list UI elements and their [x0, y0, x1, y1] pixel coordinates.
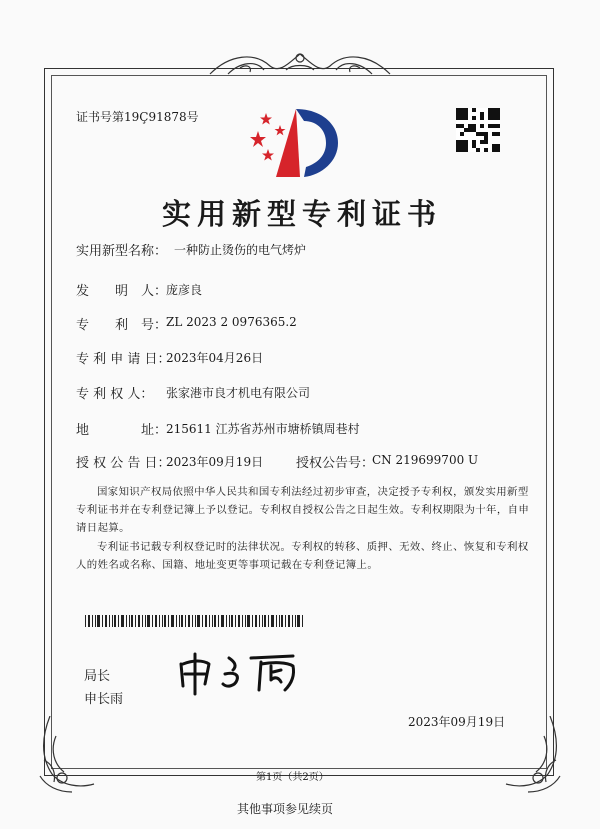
handwritten-signature: [175, 650, 310, 696]
filing-date-value: 2023年04月26日: [166, 351, 264, 365]
address-value: 215611 江苏省苏州市塘桥镇周巷村: [166, 422, 360, 436]
inventor-label: 发 明 人：: [76, 284, 168, 299]
filing-date-label: 专 利 申 请 日：: [76, 352, 171, 367]
legal-paragraph-1: [76, 483, 529, 537]
paragraph-line: 人的姓名或名称、国籍、地址变更等事项记载在专利登记簿上。: [76, 559, 379, 571]
page-indicator: 第1页（共2页）: [256, 772, 329, 783]
grant-number-value: CN 219699700 U: [372, 453, 479, 467]
paragraph-line: 国家知识产权局依照中华人民共和国专利法经过初步审查，决定授予专利权，颁发实用新型: [97, 486, 529, 498]
patent-number-label: 专 利 号：: [76, 318, 168, 333]
inventor-value: 庞彦良: [166, 283, 203, 297]
qr-code: [456, 108, 500, 152]
patent-number-value: ZL 2023 2 0976365.2: [166, 315, 297, 329]
grant-date-label: 授 权 公 告 日：: [76, 456, 171, 471]
issue-date: 2023年09月19日: [408, 715, 506, 729]
footer-note: 其他事项参见续页: [237, 802, 334, 816]
cnipa-emblem: [250, 103, 350, 179]
utility-model-name-value: 一种防止烫伤的电气烤炉: [174, 243, 307, 257]
certificate-title: 实用新型专利证书: [162, 197, 443, 231]
utility-model-name-label: 实用新型名称：: [76, 244, 168, 259]
grant-date-value: 2023年09月19日: [166, 455, 264, 469]
bottom-left-ornament: [32, 716, 102, 796]
director-title: 局长: [84, 669, 111, 684]
director-name: 申长雨: [84, 692, 124, 707]
paragraph-line: 请日起算。: [76, 522, 130, 534]
patentee-label: 专 利 权 人：: [76, 387, 154, 402]
patentee-value: 张家港市良才机电有限公司: [166, 386, 311, 400]
paragraph-line: 专利证书记载专利权登记时的法律状况。专利权的转移、质押、无效、终止、恢复和专利权: [97, 541, 529, 553]
barcode: [85, 615, 305, 627]
grant-number-label: 授权公告号：: [296, 456, 375, 471]
top-ornament: [200, 44, 400, 80]
paragraph-line: 专利证书并在专利登记簿上予以登记。专利权自授权公告之日起生效。专利权期限为十年，自申: [76, 504, 530, 516]
bottom-right-ornament: [498, 716, 568, 796]
legal-paragraph-2: [76, 538, 529, 574]
certificate-number: 证书号第19Ç91878号: [76, 110, 199, 124]
address-label: 地 址：: [76, 423, 168, 438]
